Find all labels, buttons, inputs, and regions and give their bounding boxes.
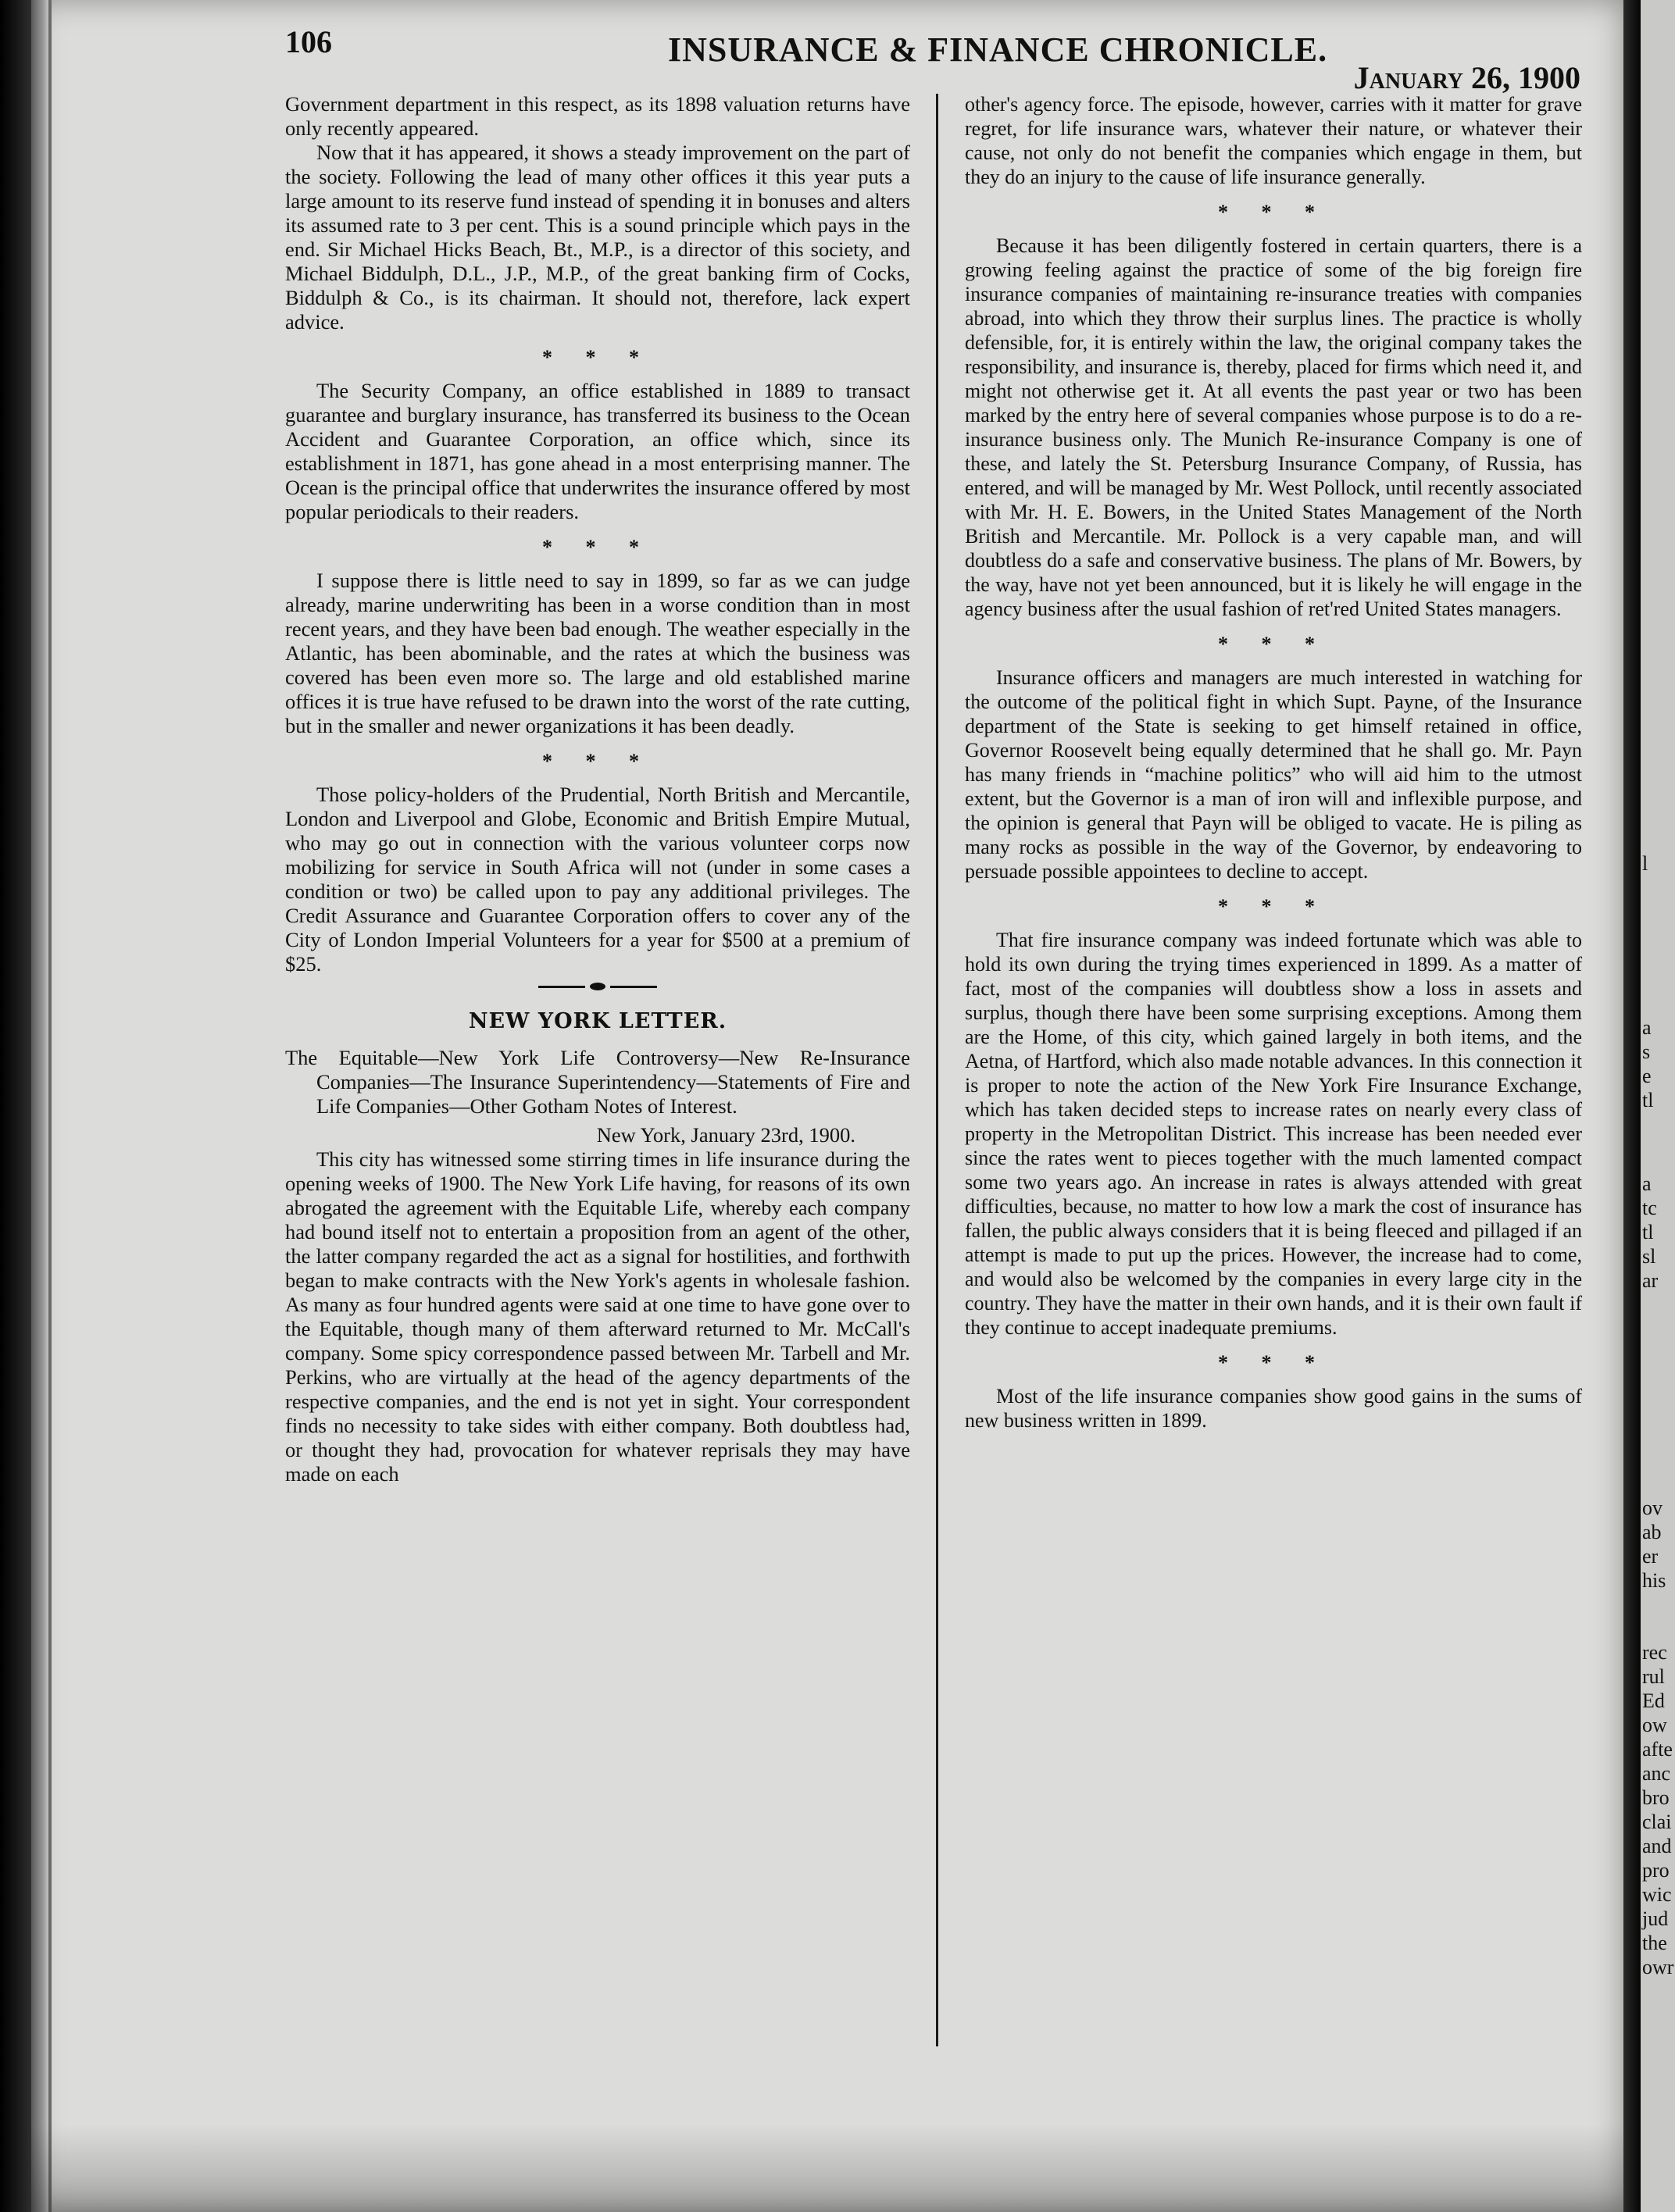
section-separator: * * * xyxy=(1218,633,1329,655)
paragraph: This city has witnessed some stirring times in life insurance during the opening weeks of 1900. The New York Life having, for reasons of its own abrogated the agreement with the Equitable Life, whereby each company had bound itself not to entertain a proposition from an agent of the other, the latter company regarded the act as a signal for hostilities, and forthwith began to make contracts with the New York's agents in wholesale fashion. As many as four hundred agents were said at one time to have gone over to the Equitable, though many of them afterward returned to Mr. McCall's company. Some spicy correspondence passed between Mr. Tarbell and Mr. Perkins, who are virtually at the head of the agency departments of the respective companies, and the end is not yet in sight. Your correspondent finds no necessity to take sides with either company. Both doubtless had, or thought they had, provocation for whatever reprisals they may have made on each xyxy=(285,1147,910,1486)
page-bottom-shadow xyxy=(31,2125,1623,2212)
text-fragment: bro xyxy=(1642,1786,1670,1809)
text-fragment: Ed xyxy=(1642,1689,1665,1712)
section-separator: * * * xyxy=(1218,201,1329,223)
issue-date: January 26, 1900 xyxy=(1353,60,1580,95)
section-separator: * * * xyxy=(542,750,653,772)
paragraph: I suppose there is little need to say in 1899, so far as we can judge already, marine underwriting has been in a worse condition than in most recent years, and they have been bad enough. The weather especially in the Atlantic, has been abominable, and the rates at which the business was covered has been even more so. The large and old established marine offices it is true have refused to be drawn into the worst of the rate cutting, but in the smaller and newer organizations it has been deadly. xyxy=(285,569,910,737)
section-separator: * * * xyxy=(1218,1351,1329,1374)
column-rule xyxy=(936,94,938,2046)
section-separator: * * * xyxy=(542,346,653,369)
adjacent-page-edge xyxy=(1641,0,1675,2212)
journal-title: INSURANCE & FINANCE CHRONICLE. xyxy=(668,30,1328,69)
paragraph: other's agency force. The episode, however, carries with it matter for grave regret, for life insurance wars, whatever their nature, or whatever their cause, not only do not benefit the companies which engage in them, but they do an injury to the cause of life insurance generally. xyxy=(965,93,1582,188)
text-fragment: tl xyxy=(1642,1221,1654,1243)
section-heading: NEW YORK LETTER. xyxy=(468,1009,727,1033)
text-fragment: afte xyxy=(1642,1738,1673,1761)
text-fragment: rec xyxy=(1642,1641,1667,1664)
text-fragment: e xyxy=(1642,1065,1652,1087)
left-column xyxy=(285,92,910,1486)
text-fragment: ov xyxy=(1642,1497,1662,1519)
text-fragment: a xyxy=(1642,1172,1652,1195)
text-fragment: and xyxy=(1642,1835,1672,1857)
text-fragment: pro xyxy=(1642,1859,1670,1882)
article-subheads: The Equitable—New York Life Controversy—New Re-Insurance Companies—The Insurance Superintendency—Statements of Fire and Life Companies—Other Gotham Notes of Interest. xyxy=(285,1046,910,1118)
dateline: New York, January 23rd, 1900. xyxy=(596,1123,855,1147)
text-fragment: ow xyxy=(1642,1714,1667,1736)
text-fragment: rul xyxy=(1642,1665,1665,1688)
page-gutter xyxy=(1623,0,1641,2212)
page-number: 106 xyxy=(285,24,332,59)
paragraph: Most of the life insurance companies show good gains in the sums of new business written in 1899. xyxy=(965,1385,1582,1432)
paragraph: Because it has been diligently fostered in certain quarters, there is a growing feeling against the practice of some of the big foreign fire insurance companies of maintaining re-insurance treaties with companies abroad, into which they throw their surplus lines. The practice is wholly defensible, for, it is entirely within the law, the original company takes the responsibility, and insurance is, thereby, placed for firms which need it, and might not otherwise get it. At all events the past year or two has been marked by the entry here of several companies whose purpose is to do a re-insurance business only. The Munich Re-insurance Company is one of these, and lately the St. Petersburg Insurance Company, of Russia, has entered, and will be managed by Mr. West Pollock, until recently associated with Mr. H. E. Bowers, in the United States Management of the North British and Mercantile. Mr. Pollock is a very capable man, and will doubtless do a safe and conservative business. The plans of Mr. Bowers, by the way, have not yet been announced, but it is likely he will engage in the agency business after the usual fashion of ret'red United States managers. xyxy=(965,234,1582,620)
paragraph: Those policy-holders of the Prudential, North British and Mercantile, London and Liverpool and Globe, Economic and British Empire Mutual, who may go out in connection with the various volunteer corps now mobilizing for service in South Africa will not (under in some cases a condition or two) be called upon to pay any additional privileges. The Credit Assurance and Guarantee Corporation offers to cover any of the City of London Imperial Volunteers for a year for $500 at a premium of $25. xyxy=(285,783,910,976)
text-fragment: clai xyxy=(1642,1811,1672,1833)
text-fragment: l xyxy=(1642,852,1648,875)
text-fragment: s xyxy=(1642,1040,1651,1063)
text-fragment: ab xyxy=(1642,1521,1662,1543)
page-header xyxy=(285,23,1590,95)
text-fragment: sl xyxy=(1642,1245,1656,1268)
text-fragment: owr xyxy=(1642,1956,1674,1978)
paragraph: Insurance officers and managers are much interested in watching for the outcome of the political fight in which Supt. Payne, of the Insurance department of the State is seeking to get himself retained in office, Governor Roosevelt being equally determined that he shall go. Mr. Payn has many friends in “machine politics” who will aid him to the utmost extent, but the Governor is a man of iron will and inflexible purpose, and the opinion is general that Payn will be obliged to vacate. He is piling as many rocks as possible in the way of the Governor, by endeavoring to persuade possible appointees to decline to accept. xyxy=(965,666,1582,883)
text-fragment: his xyxy=(1642,1569,1666,1592)
text-fragment: tc xyxy=(1642,1197,1657,1219)
text-fragment: a xyxy=(1642,1016,1652,1039)
right-column xyxy=(965,92,1582,1432)
text-fragment: ar xyxy=(1642,1269,1659,1292)
paragraph: Now that it has appeared, it shows a steady improvement on the part of the society. Following the lead of many other offices it this year puts a large amount to its reserve fund instead of spending it in bonuses and alters its assumed rate to 3 per cent. This is a sound principle which pays in the end. Sir Michael Hicks Beach, Bt., M.P., is a director of this society, and Michael Biddulph, D.L., J.P., M.P., of the great banking firm of Cocks, Biddulph & Co., is its chairman. It should not, therefore, lack expert advice. xyxy=(285,141,910,334)
text-fragment: anc xyxy=(1642,1762,1671,1785)
scan-left-edge xyxy=(0,0,31,2212)
text-fragment: tl xyxy=(1642,1089,1654,1111)
section-separator: * * * xyxy=(1218,895,1329,918)
text-fragment: wic xyxy=(1642,1883,1672,1906)
paragraph: Government department in this respect, as its 1898 valuation returns have only recently appeared. xyxy=(285,92,910,140)
ornament-divider xyxy=(285,983,910,990)
binding-line xyxy=(48,0,52,2212)
binding-strip xyxy=(31,0,48,2212)
text-fragment: jud xyxy=(1642,1907,1669,1930)
text-fragment: the xyxy=(1642,1932,1667,1954)
text-fragment: er xyxy=(1642,1545,1659,1568)
section-separator: * * * xyxy=(542,536,653,558)
paragraph: That fire insurance company was indeed fortunate which was able to hold its own during the trying times experienced in 1899. As a matter of fact, most of the companies will doubtless show a loss in assets and surplus, though there have been some surprising exceptions. Among them are the Home, of this city, which gained largely in both items, and the Aetna, of Hartford, which also made notable advances. In this connection it is proper to note the action of the New York Fire Insurance Exchange, which has taken decided steps to increase rates on nearly every class of property in the Metropolitan District. This increase has been needed ever since the rates went to pieces together with the much lamented compact some two years ago. An increase in rates is always attended with great difficulties, because, no matter to how low a mark the cost of insurance has fallen, the public always considers that it is being fleeced and pillaged if an attempt is made to put up the prices. However, the increase had to come, and would also be welcomed by the companies in every large city in the country. They have the matter in their own hands, and it is their own fault if they continue to accept inadequate premiums. xyxy=(965,929,1582,1339)
paragraph: The Security Company, an office established in 1889 to transact guarantee and burglary insurance, has transferred its business to the Ocean Accident and Guarantee Corporation, an office which, since its establishment in 1871, has gone ahead in a most enterprising manner. The Ocean is the principal office that underwrites the insurance offered by most popular periodicals to their readers. xyxy=(285,379,910,523)
